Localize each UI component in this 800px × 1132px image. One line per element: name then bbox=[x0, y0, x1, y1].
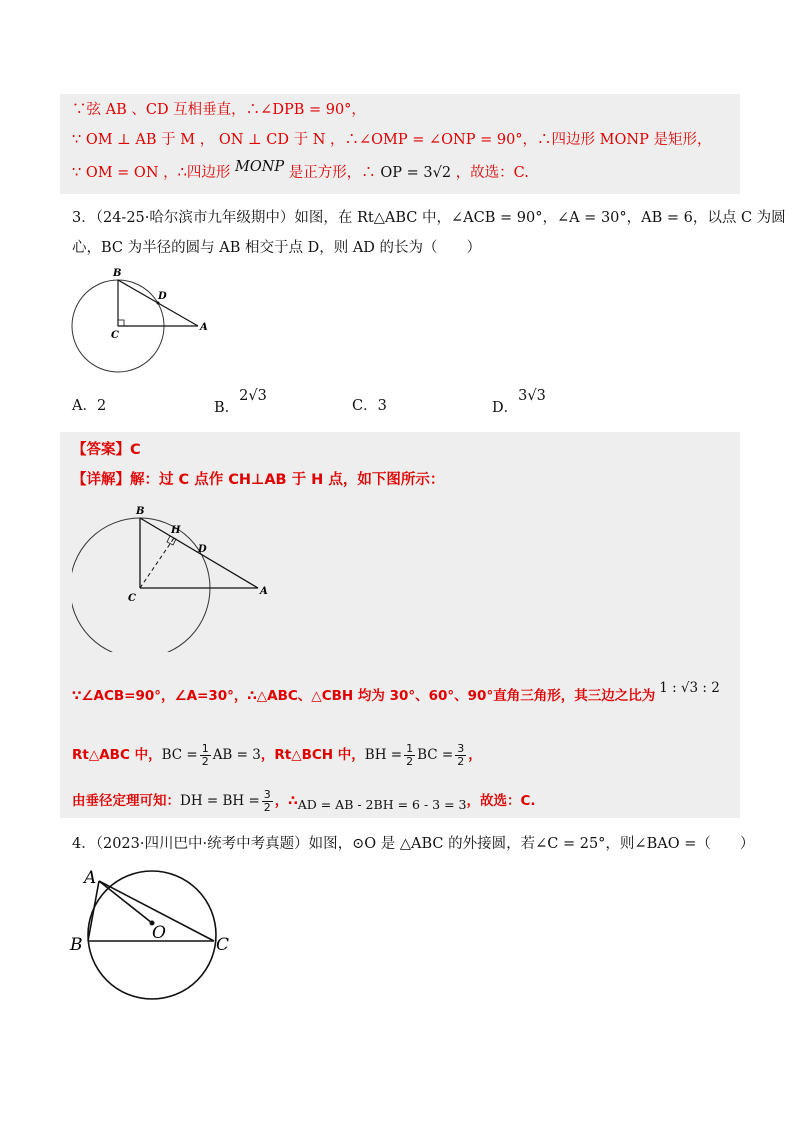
answer3-fig-label-b: B bbox=[136, 506, 145, 517]
prev-solution-op: OP = 3√2 bbox=[380, 165, 452, 181]
answer3-figure bbox=[72, 502, 282, 652]
answer3-detail-line bbox=[72, 470, 444, 490]
q4-source: （2023·四川巴中·统考中考真题） bbox=[95, 836, 309, 852]
q3-option-b: B．2√3 bbox=[214, 388, 267, 416]
q3-number: 3． bbox=[72, 210, 96, 226]
q4-number: 4． bbox=[72, 836, 96, 852]
q3-fig-label-b: B bbox=[113, 268, 122, 279]
q3-fig-label-c: C bbox=[111, 330, 119, 341]
q4-fig-label-o: O bbox=[152, 923, 166, 943]
q3-fig-label-a: A bbox=[200, 322, 208, 333]
answer3-fig-label-d: D bbox=[198, 544, 207, 555]
q3-source: （24-25·哈尔滨市九年级期中） bbox=[95, 210, 295, 226]
q3-stem-line1: 如图，在 Rt△ABC 中，∠ACB = 90°，∠A = 30°，AB = 6，以点 C 为圆 bbox=[294, 210, 786, 226]
answer3-line3: 由垂径定理可知： DH = BH = $\frac{3}{2}$ ，∴ AD = AB - 2BH = 6 - 3 = 3 ，故选：C. bbox=[72, 787, 536, 814]
q3-fig-label-d: D bbox=[158, 291, 167, 302]
answer3-line2: Rt△ABC 中， BC = $\frac{1}{2}$ AB = 3 ，Rt△BCH 中， BH = $\frac{1}{2}$ BC = $\frac{3}{2}$ ， bbox=[72, 741, 482, 768]
prev-solution-line2: ∵ OM ⊥ AB 于 M ， ON ⊥ CD 于 N ，∴∠OMP = ∠ONP = 90°，∴四边形 MONP 是矩形， bbox=[72, 132, 712, 148]
prev-solution-text: ，∴四边形 bbox=[163, 165, 231, 181]
q3-stem-line2: 心，BC 为半径的圆与 AB 相交于点 D，则 AD 的长为（ ） bbox=[72, 240, 482, 256]
prev-solution-line3 bbox=[72, 159, 529, 183]
q4-fig-label-c: C bbox=[216, 935, 230, 955]
answer3-tag: 【答案】 bbox=[72, 442, 130, 458]
q4-fig-label-a: A bbox=[84, 868, 97, 888]
answer3-ratio: 1 : √3 : 2 bbox=[659, 680, 720, 696]
answer3-line1: ∵∠ACB=90°，∠A=30°，∴△ABC、△CBH 均为 30°、60°、90°直角三角形，其三边之比为 1 : √3 : 2 bbox=[72, 680, 720, 704]
q4-line bbox=[72, 834, 754, 854]
answer3-fig-label-c: C bbox=[128, 593, 136, 604]
q3-option-d: D．3√3 bbox=[492, 388, 546, 416]
q4-fig-label-b: B bbox=[70, 935, 83, 955]
prev-solution-om-on: ∵ OM = ON bbox=[72, 165, 159, 181]
answer3-detail-tag: 【详解】 bbox=[72, 472, 130, 488]
q3-option-c: C．3 bbox=[352, 398, 387, 414]
prev-solution-choice: ，故选：C. bbox=[455, 165, 529, 181]
answer3-detail-intro: 解：过 C 点作 CH⊥AB 于 H 点，如下图所示： bbox=[130, 472, 445, 488]
q3-option-a: A．2 bbox=[72, 398, 107, 414]
answer3-fig-label-a: A bbox=[260, 586, 268, 597]
prev-solution-line1: ∵弦 AB 、CD 互相垂直，∴∠DPB = 90°， bbox=[72, 102, 366, 118]
prev-solution-square: 是正方形，∴ bbox=[288, 165, 376, 181]
answer3-tag-line bbox=[72, 440, 141, 460]
q4-stem: 如图，⊙O 是 △ABC 的外接圆，若∠C = 25°，则∠BAO =（ ） bbox=[308, 836, 755, 852]
answer3-value: C bbox=[130, 442, 141, 458]
q3-figure bbox=[66, 262, 226, 374]
q3-line1 bbox=[72, 208, 786, 228]
prev-solution-monp: MONP bbox=[234, 159, 285, 175]
answer3-fig-label-h: H bbox=[171, 525, 181, 536]
q4-figure bbox=[66, 862, 246, 1012]
